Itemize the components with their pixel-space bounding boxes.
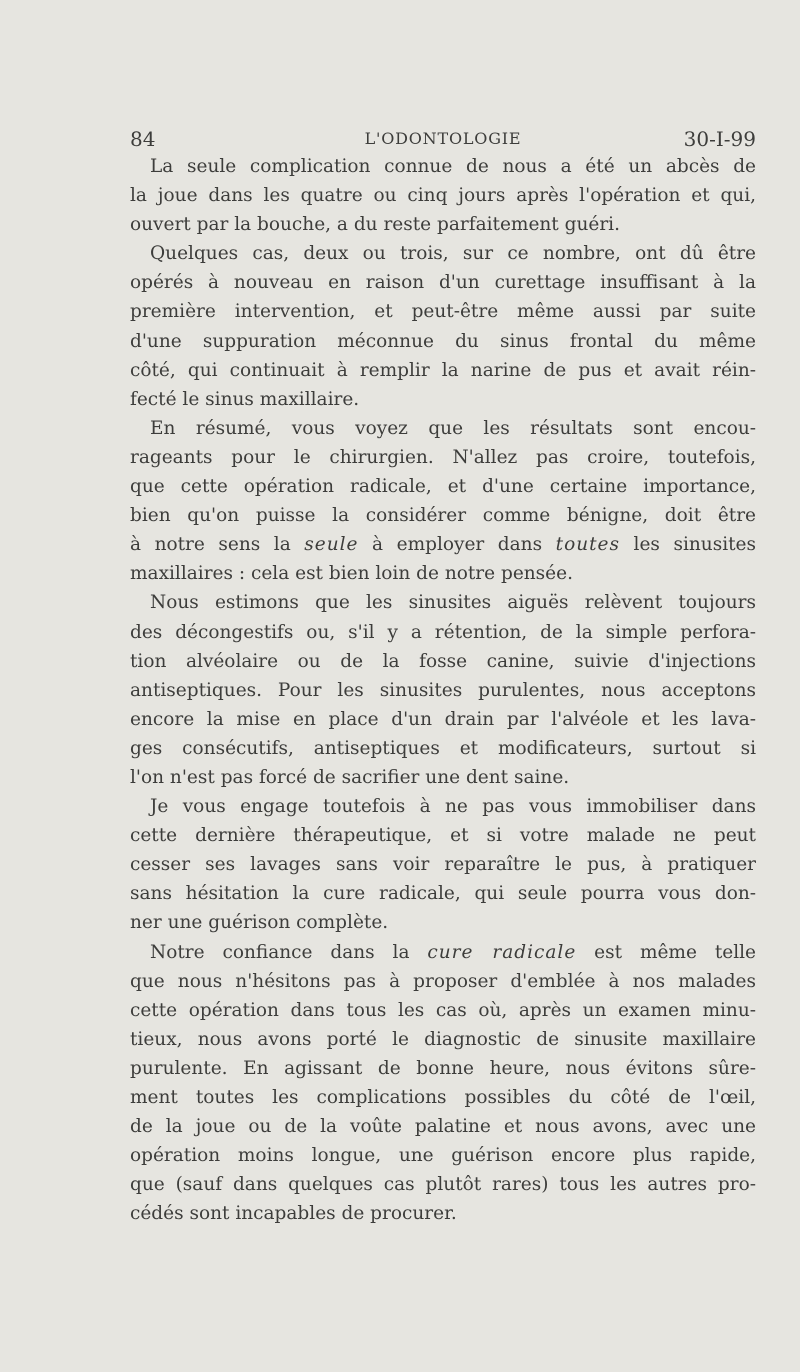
text-line: première intervention, et peut-être même aussi par suite bbox=[130, 301, 756, 323]
text-line: que nous n'hésitons pas à proposer d'emblée à nos malades bbox=[130, 970, 756, 992]
text-line: opération moins longue, une guérison encore plus rapide, bbox=[130, 1145, 756, 1167]
italic-text: cure radicale bbox=[427, 941, 577, 963]
text-line: bien qu'on puisse la considérer comme bénigne, doit être bbox=[130, 505, 756, 527]
text-line: encore la mise en place d'un drain par l'alvéole et les lava- bbox=[130, 708, 756, 730]
issue-date: 30-I-99 bbox=[683, 127, 756, 151]
text-line: fecté le sinus maxillaire. bbox=[130, 388, 360, 410]
text-line: cesser ses lavages sans voir reparaître le pus, à pratiquer bbox=[130, 854, 756, 876]
body-text bbox=[130, 152, 756, 1228]
text-line: la joue dans les quatre ou cinq jours après l'opération et qui, bbox=[130, 185, 756, 207]
page-number: 84 bbox=[130, 127, 156, 151]
text-line: ouvert par la bouche, a du reste parfaitement guéri. bbox=[130, 214, 620, 236]
text-line: cette dernière thérapeutique, et si votre malade ne peut bbox=[130, 825, 756, 847]
text-segment: est même telle bbox=[576, 941, 756, 963]
text-line bbox=[130, 938, 756, 967]
text-line: tieux, nous avons porté le diagnostic de sinusite maxillaire bbox=[130, 1028, 756, 1050]
text-line: d'une suppuration méconnue du sinus frontal du même bbox=[130, 330, 756, 352]
text-line: que cette opération radicale, et d'une certaine importance, bbox=[130, 476, 756, 498]
text-line: La seule complication connue de nous a été un abcès de bbox=[150, 156, 756, 177]
text-line: de la joue ou de la voûte palatine et nous avons, avec une bbox=[130, 1116, 756, 1138]
text-line: des décongestifs ou, s'il y a rétention, de la simple perfora- bbox=[130, 621, 756, 643]
text-line: côté, qui continuait à remplir la narine de pus et avait réin- bbox=[130, 359, 756, 381]
text-line: cette opération dans tous les cas où, après un examen minu- bbox=[130, 999, 756, 1021]
text-line: purulente. En agissant de bonne heure, nous évitons sûre- bbox=[130, 1057, 756, 1079]
text-line: Nous estimons que les sinusites aiguës relèvent toujours bbox=[150, 592, 756, 614]
text-segment: à employer dans bbox=[358, 534, 556, 556]
text-line: En résumé, vous voyez que les résultats sont encou- bbox=[150, 417, 756, 439]
text-line: maxillaires : cela est bien loin de notre pensée. bbox=[130, 563, 573, 585]
text-segment: les sinusites bbox=[620, 534, 756, 556]
italic-text: toutes bbox=[555, 534, 621, 556]
text-line: ner une guérison complète. bbox=[130, 912, 389, 934]
running-header bbox=[130, 124, 756, 154]
journal-title: L'ODONTOLOGIE bbox=[364, 129, 522, 148]
text-line: sans hésitation la cure radicale, qui seule pourra vous don- bbox=[130, 883, 756, 905]
text-line: ges consécutifs, antiseptiques et modificateurs, surtout si bbox=[130, 737, 756, 759]
text-line: l'on n'est pas forcé de sacrifier une dent saine. bbox=[130, 766, 570, 788]
text-line: ment toutes les complications possibles du côté de l'œil, bbox=[130, 1087, 756, 1108]
text-line bbox=[130, 530, 756, 559]
text-line: antiseptiques. Pour les sinusites purulentes, nous acceptons bbox=[130, 679, 756, 701]
text-segment: à notre sens la bbox=[130, 534, 305, 556]
text-line: Quelques cas, deux ou trois, sur ce nombre, ont dû être bbox=[150, 243, 756, 265]
text-line: opérés à nouveau en raison d'un curettage insuffisant à la bbox=[130, 272, 756, 294]
text-line: que (sauf dans quelques cas plutôt rares) tous les autres pro- bbox=[130, 1174, 756, 1196]
text-line: rageants pour le chirurgien. N'allez pas croire, toutefois, bbox=[130, 446, 756, 468]
text-line: cédés sont incapables de procurer. bbox=[130, 1203, 457, 1225]
text-line: tion alvéolaire ou de la fosse canine, suivie d'injections bbox=[130, 650, 756, 672]
italic-text: seule bbox=[304, 534, 359, 556]
text-line: Je vous engage toutefois à ne pas vous immobiliser dans bbox=[150, 796, 756, 818]
text-segment: Notre confiance dans la bbox=[150, 941, 428, 963]
